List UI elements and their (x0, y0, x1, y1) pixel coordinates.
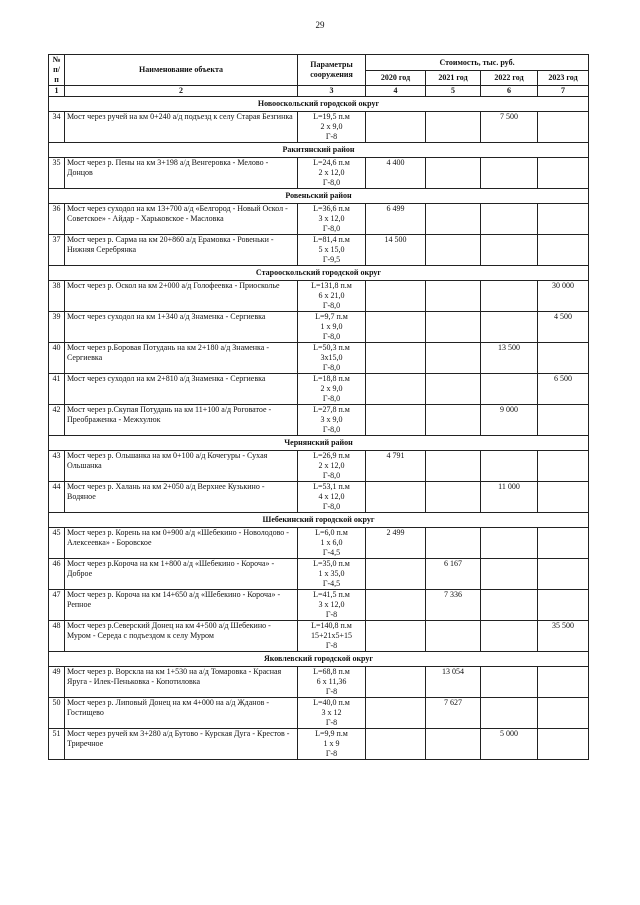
param-line: Г-8,0 (322, 502, 341, 511)
cost-2023: 35 500 (538, 621, 589, 652)
object-name: Мост через р.Боровая Потудань на км 2+180 а/д Знаменка - Сергиевка (65, 343, 298, 374)
header-year-2022: 2022 год (481, 71, 538, 86)
cost-2020: 6 499 (366, 204, 426, 235)
header-cost: Стоимость, тыс. руб. (366, 55, 589, 71)
table-row (49, 729, 589, 760)
object-params (298, 235, 366, 266)
cost-2023: 30 000 (538, 281, 589, 312)
table-row (49, 405, 589, 436)
table-row (49, 158, 589, 189)
table-row (49, 343, 589, 374)
param-line: 3 х 12,0 (318, 600, 345, 609)
object-name: Мост через р.Короча на км 1+800 а/д «Шебекино - Короча» - Доброе (65, 559, 298, 590)
row-number: 34 (49, 112, 65, 143)
cost-2020 (366, 343, 426, 374)
page-number: 29 (315, 20, 325, 30)
section-title: Шебекинский городской округ (49, 513, 589, 528)
cost-2020 (366, 112, 426, 143)
object-name: Мост через р. Корень на км 0+900 а/д «Шебекино - Новолодово - Алексеевка» - Боровское (65, 528, 298, 559)
param-line: Г-8,0 (322, 394, 341, 403)
row-number: 35 (49, 158, 65, 189)
object-params (298, 158, 366, 189)
object-name: Мост через р. Липовый Донец на км 4+000 на а/д Жданов - Гостищево (65, 698, 298, 729)
cost-2022 (481, 451, 538, 482)
object-params (298, 112, 366, 143)
object-name: Мост через суходол на км 1+340 а/д Знаменка - Сергиевка (65, 312, 298, 343)
index-7: 7 (538, 86, 589, 97)
object-params (298, 528, 366, 559)
section-header-row (49, 266, 589, 281)
object-params (298, 204, 366, 235)
cost-2021 (426, 621, 481, 652)
object-params (298, 281, 366, 312)
cost-2021 (426, 729, 481, 760)
param-line: 3х15,0 (320, 353, 343, 362)
param-line: Г-8,0 (322, 425, 341, 434)
cost-2023 (538, 158, 589, 189)
cost-2020 (366, 729, 426, 760)
param-line: Г-8 (325, 641, 338, 650)
param-line: L=6,0 п.м (315, 528, 348, 537)
cost-2021: 7 336 (426, 590, 481, 621)
cost-2021 (426, 112, 481, 143)
cost-2021 (426, 312, 481, 343)
object-params (298, 667, 366, 698)
param-line: 6 х 11,36 (316, 677, 347, 686)
header-year-2021: 2021 год (426, 71, 481, 86)
object-params (298, 374, 366, 405)
row-number: 45 (49, 528, 65, 559)
cost-2020 (366, 482, 426, 513)
cost-2023: 6 500 (538, 374, 589, 405)
cost-2022: 5 000 (481, 729, 538, 760)
cost-2021 (426, 451, 481, 482)
cost-2021 (426, 235, 481, 266)
cost-2023 (538, 112, 589, 143)
object-name: Мост через р. Ольшанка на км 0+100 а/д Кочегуры - Сухая Ольшанка (65, 451, 298, 482)
table-row (49, 204, 589, 235)
param-line: L=40,0 п.м (313, 698, 350, 707)
section-header-row (49, 513, 589, 528)
object-name: Мост через ручей км 3+280 а/д Бутово - Курская Дуга - Крестов - Триречное (65, 729, 298, 760)
param-line: L=9,7 п.м (315, 312, 348, 321)
object-params (298, 621, 366, 652)
object-params (298, 590, 366, 621)
index-6: 6 (481, 86, 538, 97)
param-line: L=35,0 п.м (313, 559, 350, 568)
cost-2020 (366, 374, 426, 405)
param-line: L=36,6 п.м (313, 204, 350, 213)
table-row (49, 528, 589, 559)
cost-2023 (538, 667, 589, 698)
cost-2020 (366, 312, 426, 343)
header-year-2020: 2020 год (366, 71, 426, 86)
param-line: 2 х 12,0 (318, 168, 345, 177)
section-header-row (49, 436, 589, 451)
section-title: Новооскольский городской округ (49, 97, 589, 112)
object-name: Мост через р.Скупая Потудань на км 11+100 а/д Роговатое - Преображенка - Межхулюк (65, 405, 298, 436)
cost-2023: 4 500 (538, 312, 589, 343)
object-params (298, 559, 366, 590)
cost-2020: 4 400 (366, 158, 426, 189)
index-5: 5 (426, 86, 481, 97)
param-line: 1 х 35,0 (318, 569, 345, 578)
row-number: 41 (49, 374, 65, 405)
index-3: 3 (298, 86, 366, 97)
param-line: 5 х 15,0 (318, 245, 345, 254)
section-title: Ровеньский район (49, 189, 589, 204)
cost-2022 (481, 281, 538, 312)
cost-2022 (481, 698, 538, 729)
cost-2021 (426, 343, 481, 374)
cost-2022 (481, 667, 538, 698)
param-line: 1 х 6,0 (320, 538, 343, 547)
cost-2021: 7 627 (426, 698, 481, 729)
param-line: Г-9,5 (322, 255, 341, 264)
param-line: Г-8,0 (322, 178, 341, 187)
param-line: Г-8 (325, 718, 338, 727)
cost-2023 (538, 729, 589, 760)
cost-2023 (538, 343, 589, 374)
cost-2022 (481, 528, 538, 559)
row-number: 49 (49, 667, 65, 698)
cost-2021: 13 054 (426, 667, 481, 698)
object-name: Мост через р. Короча на км 14+650 а/д «Шебекино - Короча» - Репное (65, 590, 298, 621)
object-params (298, 482, 366, 513)
bridges-cost-table (48, 54, 589, 760)
param-line: Г-8,0 (322, 471, 341, 480)
cost-2023 (538, 405, 589, 436)
header-params: Параметры сооружения (298, 55, 366, 86)
cost-2022 (481, 158, 538, 189)
param-line: L=19,5 п.м (313, 112, 350, 121)
table-row (49, 374, 589, 405)
row-number: 39 (49, 312, 65, 343)
row-number: 51 (49, 729, 65, 760)
table-row (49, 235, 589, 266)
cost-2021 (426, 204, 481, 235)
param-line: L=24,6 п.м (313, 158, 350, 167)
param-line: 2 х 9,0 (320, 122, 343, 131)
param-line: 1 х 9 (323, 739, 340, 748)
section-title: Старооскольский городской округ (49, 266, 589, 281)
object-name: Мост через р. Оскол на км 2+000 а/д Голофеевка - Приосколье (65, 281, 298, 312)
cost-2021 (426, 482, 481, 513)
cost-2023 (538, 235, 589, 266)
cost-2023 (538, 451, 589, 482)
object-params (298, 729, 366, 760)
cost-2023 (538, 590, 589, 621)
cost-2022 (481, 312, 538, 343)
cost-2021: 6 167 (426, 559, 481, 590)
param-line: L=50,3 п.м (313, 343, 350, 352)
header-year-2023: 2023 год (538, 71, 589, 86)
cost-2022: 13 500 (481, 343, 538, 374)
header-num: № п/п (49, 55, 65, 86)
cost-2020 (366, 405, 426, 436)
object-name: Мост через р. Халань на км 2+050 а/д Верхнее Кузькино - Водяное (65, 482, 298, 513)
param-line: L=131,8 п.м (311, 281, 352, 290)
param-line: Г-8,0 (322, 332, 341, 341)
param-line: L=27,8 п.м (313, 405, 350, 414)
param-line: Г-8,0 (322, 224, 341, 233)
index-2: 2 (65, 86, 298, 97)
object-name: Мост через суходол на км 13+700 а/д «Белгород - Новый Оскол - Советское» - Айдар - Харьковское - Масловка (65, 204, 298, 235)
table-row (49, 559, 589, 590)
param-line: 6 х 21,0 (318, 291, 345, 300)
object-params (298, 405, 366, 436)
object-name: Мост через р. Ворскла на км 1+530 на а/д Томаровка - Красная Яруга - Илек-Пеньковка - Копотиловка (65, 667, 298, 698)
param-line: L=140,8 п.м (311, 621, 352, 630)
cost-2020 (366, 559, 426, 590)
object-params (298, 451, 366, 482)
object-name: Мост через р.Северский Донец на км 4+500 а/д Шебекино - Муром - Середа с подъездом к селу Муром (65, 621, 298, 652)
section-header-row (49, 652, 589, 667)
cost-2021 (426, 405, 481, 436)
table-body (49, 97, 589, 760)
cost-2022 (481, 590, 538, 621)
cost-2020: 14 500 (366, 235, 426, 266)
cost-2021 (426, 528, 481, 559)
param-line: 3 х 12 (321, 708, 342, 717)
cost-2023 (538, 482, 589, 513)
row-number: 47 (49, 590, 65, 621)
cost-2021 (426, 158, 481, 189)
cost-2021 (426, 281, 481, 312)
object-name: Мост через р. Пены на км 3+198 а/д Венгеровка - Мелово - Донцов (65, 158, 298, 189)
param-line: L=53,1 п.м (313, 482, 350, 491)
table-row (49, 621, 589, 652)
param-line: 3 х 12,0 (318, 214, 345, 223)
table-row (49, 312, 589, 343)
cost-2022 (481, 374, 538, 405)
row-number: 46 (49, 559, 65, 590)
table-row (49, 590, 589, 621)
row-number: 48 (49, 621, 65, 652)
param-line: L=68,8 п.м (313, 667, 350, 676)
table-row (49, 451, 589, 482)
table-row (49, 667, 589, 698)
param-line: Г-8 (325, 132, 338, 141)
row-number: 36 (49, 204, 65, 235)
param-line: 2 х 9,0 (320, 384, 343, 393)
cost-2022: 7 500 (481, 112, 538, 143)
cost-2020: 4 791 (366, 451, 426, 482)
cost-2023 (538, 698, 589, 729)
param-line: 3 х 9,0 (320, 415, 343, 424)
table-row (49, 281, 589, 312)
table-row (49, 698, 589, 729)
param-line: Г-8,0 (322, 301, 341, 310)
cost-2020 (366, 667, 426, 698)
row-number: 43 (49, 451, 65, 482)
section-title: Чернянский район (49, 436, 589, 451)
param-line: 2 х 12,0 (318, 461, 345, 470)
cost-2022: 11 000 (481, 482, 538, 513)
cost-2020: 2 499 (366, 528, 426, 559)
index-1: 1 (49, 86, 65, 97)
cost-2020 (366, 281, 426, 312)
object-name: Мост через суходол на км 2+810 а/д Знаменка - Сергиевка (65, 374, 298, 405)
cost-2021 (426, 374, 481, 405)
param-line: Г-4,5 (322, 579, 341, 588)
section-header-row (49, 189, 589, 204)
param-line: Г-8 (325, 610, 338, 619)
header-name: Наименование объекта (65, 55, 298, 86)
object-params (298, 698, 366, 729)
row-number: 44 (49, 482, 65, 513)
table-row (49, 482, 589, 513)
param-line: L=81,4 п.м (313, 235, 350, 244)
param-line: 15+21х5+15 (310, 631, 353, 640)
section-header-row (49, 97, 589, 112)
row-number: 42 (49, 405, 65, 436)
cost-2020 (366, 590, 426, 621)
param-line: L=41,5 п.м (313, 590, 350, 599)
cost-2022: 9 000 (481, 405, 538, 436)
row-number: 37 (49, 235, 65, 266)
object-params (298, 312, 366, 343)
param-line: 4 х 12,0 (318, 492, 345, 501)
param-line: L=26,9 п.м (313, 451, 350, 460)
row-number: 38 (49, 281, 65, 312)
cost-2022 (481, 204, 538, 235)
cost-2022 (481, 559, 538, 590)
section-title: Ракитянский район (49, 143, 589, 158)
object-params (298, 343, 366, 374)
cost-2022 (481, 621, 538, 652)
cost-2020 (366, 621, 426, 652)
param-line: L=9,9 п.м (315, 729, 348, 738)
param-line: Г-8,0 (322, 363, 341, 372)
cost-2020 (366, 698, 426, 729)
param-line: L=18,8 п.м (313, 374, 350, 383)
param-line: Г-4,5 (322, 548, 341, 557)
row-number: 50 (49, 698, 65, 729)
object-name: Мост через р. Сарма на км 20+860 а/д Ерамовка - Ровеньки - Нижняя Серебрянка (65, 235, 298, 266)
param-line: Г-8 (325, 687, 338, 696)
row-number: 40 (49, 343, 65, 374)
object-name: Мост через ручей на км 0+240 а/д подъезд к селу Старая Безгинка (65, 112, 298, 143)
index-4: 4 (366, 86, 426, 97)
cost-2022 (481, 235, 538, 266)
param-line: Г-8 (325, 749, 338, 758)
section-header-row (49, 143, 589, 158)
cost-2023 (538, 204, 589, 235)
table-row (49, 112, 589, 143)
param-line: 1 х 9,0 (320, 322, 343, 331)
section-title: Яковлевский городской округ (49, 652, 589, 667)
cost-2023 (538, 528, 589, 559)
cost-2023 (538, 559, 589, 590)
